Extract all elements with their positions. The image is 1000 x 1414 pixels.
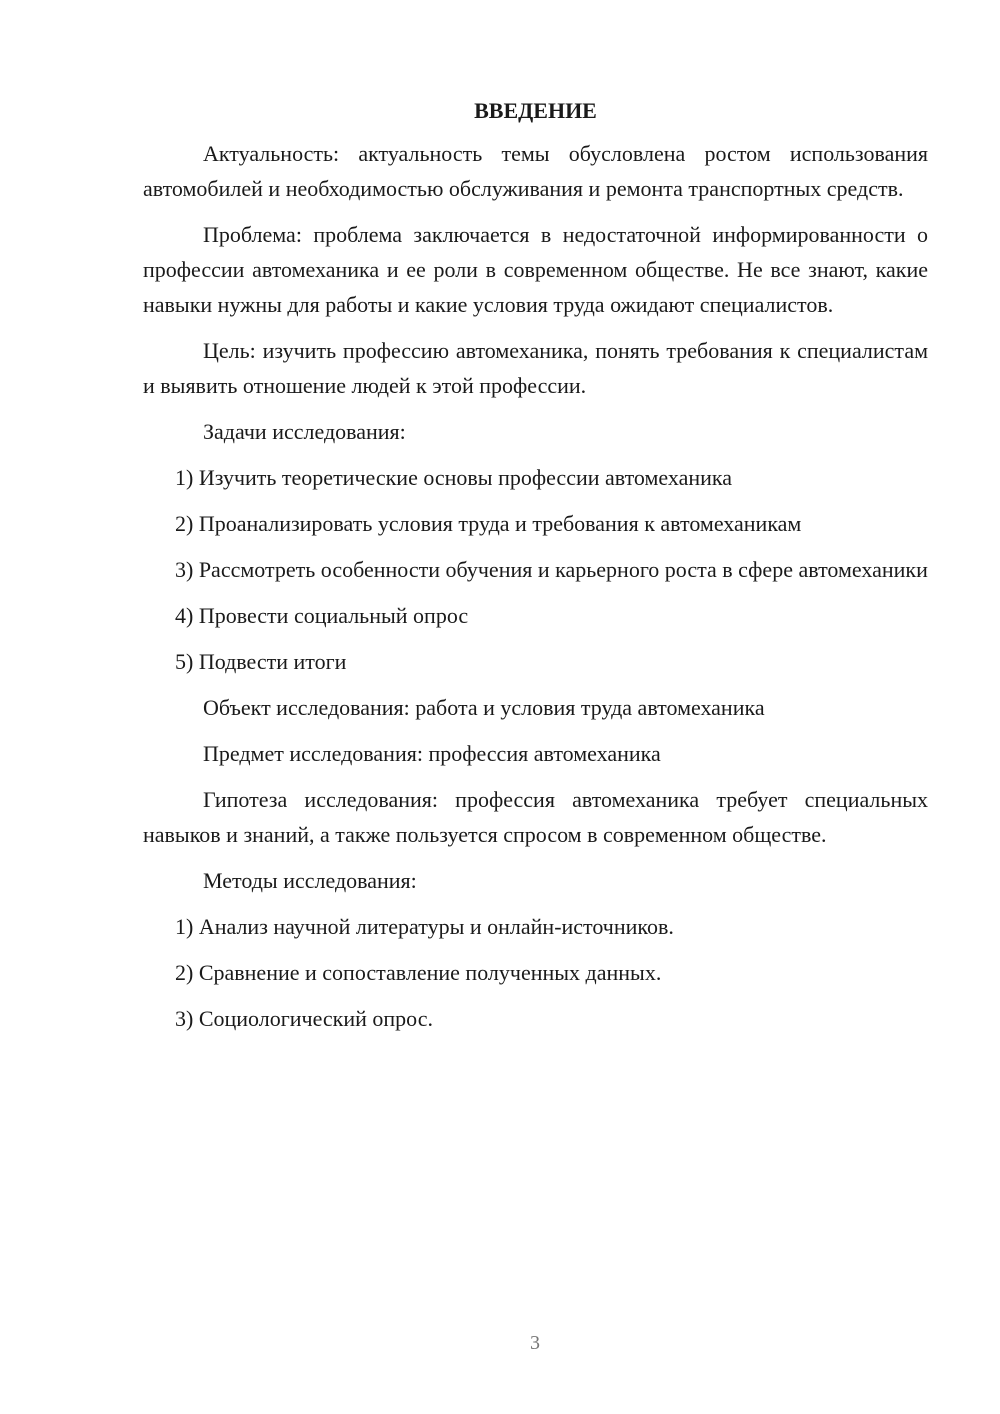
section-title: ВВЕДЕНИЕ (474, 98, 597, 123)
research-object: Объект исследования: работа и условия труда автомеханика (203, 695, 765, 720)
method-item: 1) Анализ научной литературы и онлайн-источников. (175, 914, 674, 939)
page-number: 3 (530, 1332, 540, 1354)
task-item: 1) Изучить теоретические основы профессии автомеханика (175, 465, 733, 490)
methods-heading: Методы исследования: (203, 868, 417, 893)
tasks-heading: Задачи исследования: (203, 419, 406, 444)
actuality-paragraph: Актуальность: актуальность темы обусловлена ростом использования автомобилей и необходимостью обслуживания и ремонта транспортных средств. (143, 141, 928, 201)
goal-paragraph: Цель: изучить профессию автомеханика, понять требования к специалистам и выявить отношение людей к этой профессии. (143, 338, 928, 398)
method-item: 3) Социологический опрос. (175, 1006, 433, 1031)
research-subject: Предмет исследования: профессия автомеханика (203, 741, 661, 766)
task-item: 3) Рассмотреть особенности обучения и карьерного роста в сфере автомеханики (175, 557, 928, 582)
page-content (143, 93, 928, 1047)
task-item: 5) Подвести итоги (175, 649, 347, 674)
task-item: 4) Провести социальный опрос (175, 603, 469, 628)
method-item: 2) Сравнение и сопоставление полученных данных. (175, 960, 662, 985)
task-item: 2) Проанализировать условия труда и требования к автомеханикам (175, 511, 802, 536)
problem-paragraph: Проблема: проблема заключается в недостаточной информированности о профессии автомеханика и ее роли в современном обществе. Не все знают, какие навыки нужны для работы и какие условия труда ожидают специалистов. (143, 222, 928, 317)
hypothesis-paragraph: Гипотеза исследования: профессия автомеханика требует специальных навыков и знаний, а также пользуется спросом в современном обществе. (143, 787, 928, 847)
